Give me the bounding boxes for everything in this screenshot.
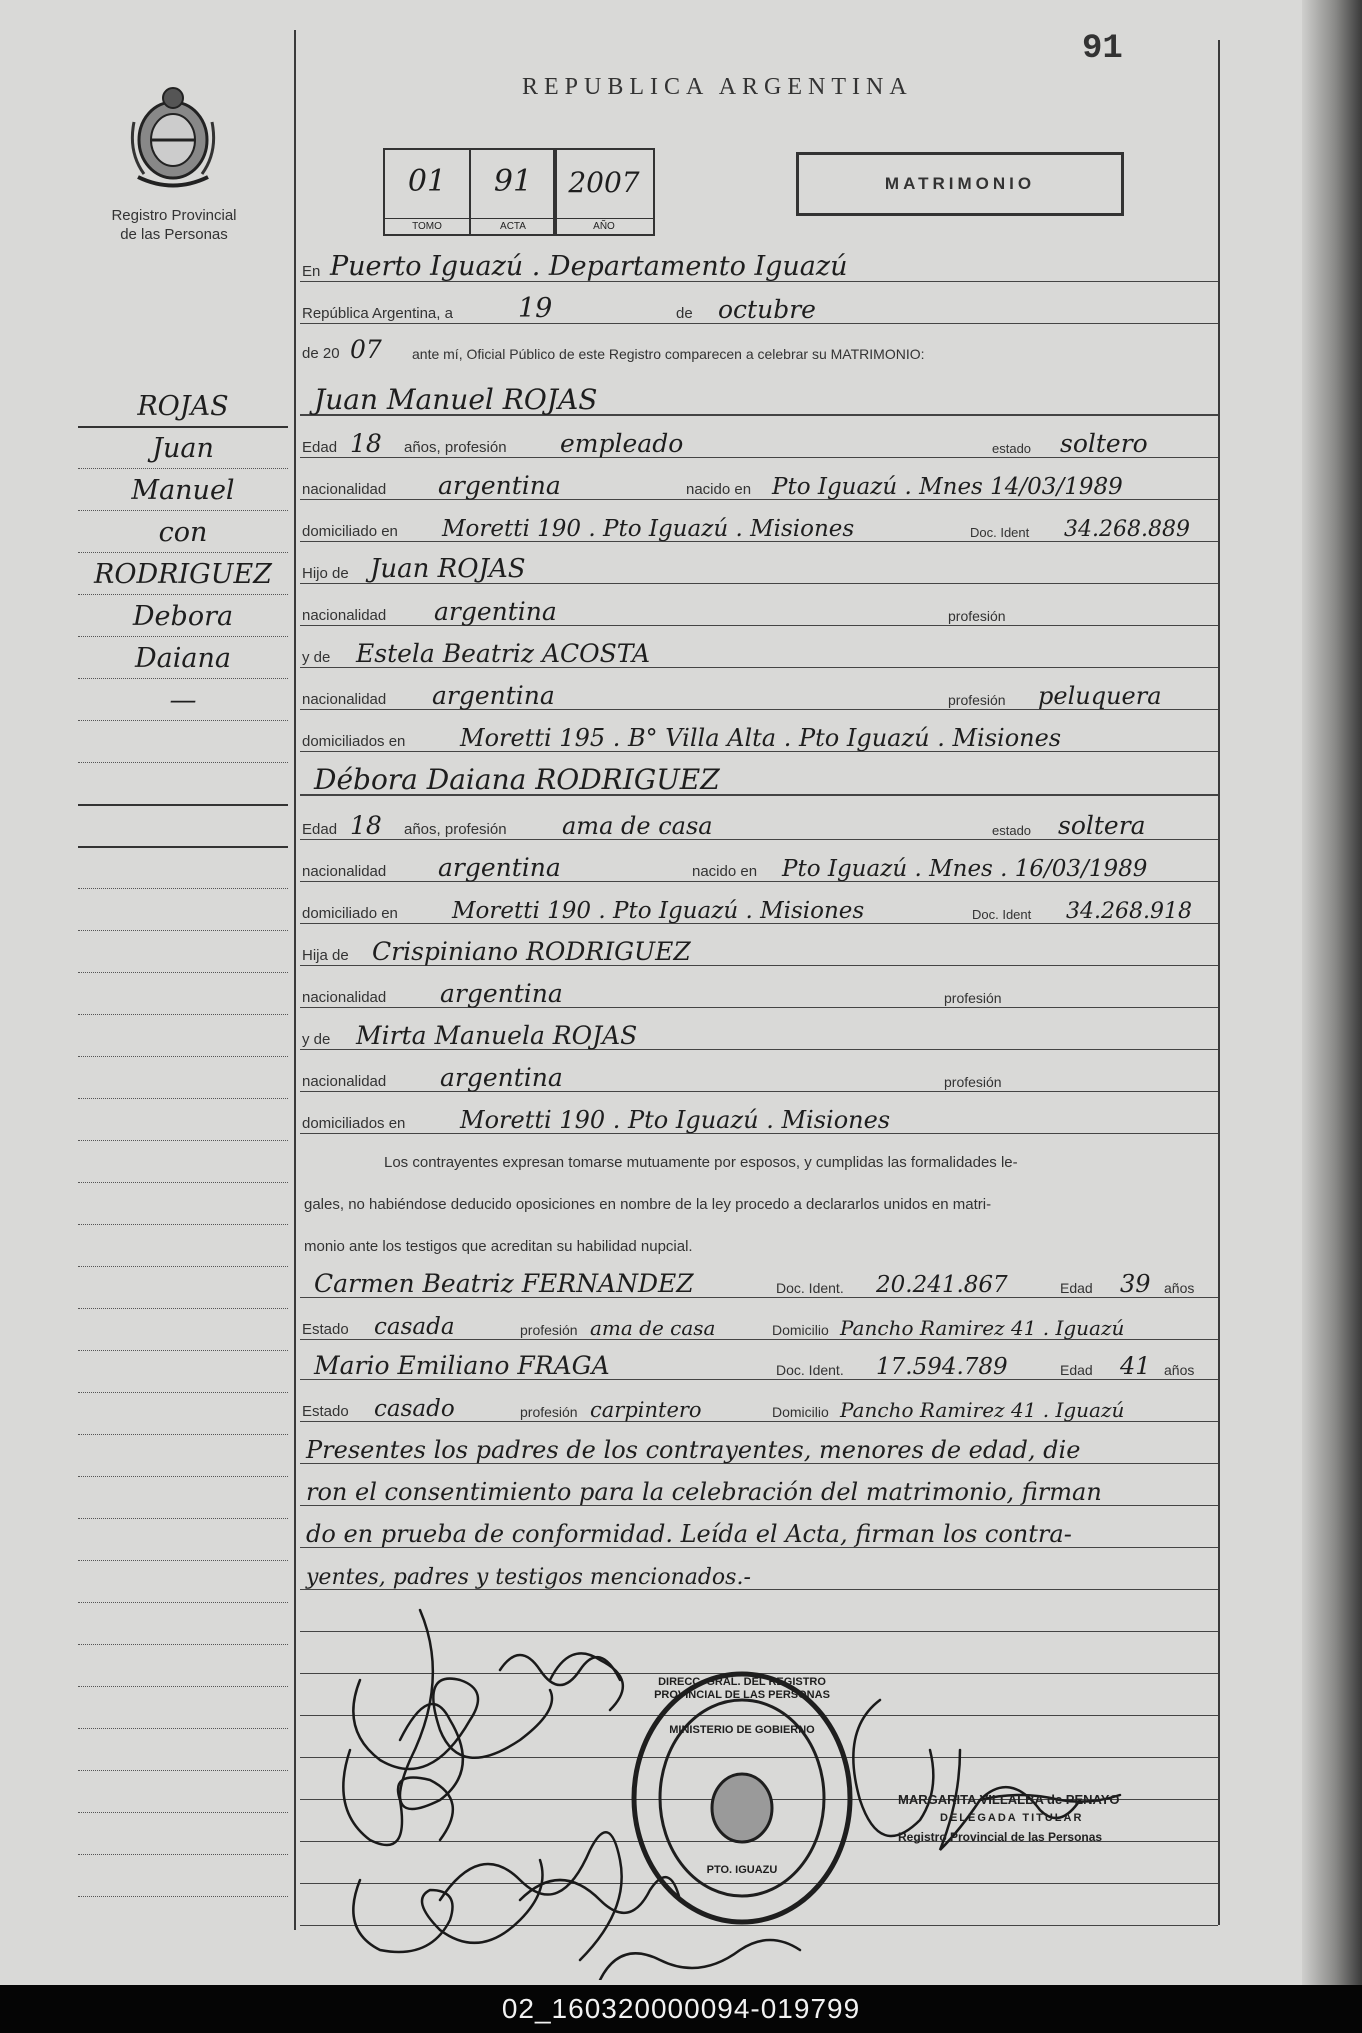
groom-doc: 34.268.889: [1064, 517, 1190, 542]
margin-row: [78, 1436, 288, 1477]
margin-row: RODRIGUEZ: [78, 554, 288, 595]
margin-row: con: [78, 512, 288, 553]
margin-row: [78, 932, 288, 973]
republic-heading: REPUBLICA ARGENTINA: [522, 74, 913, 100]
stamp-ring-text: DIRECC. GRAL. DEL REGISTRO PROVINCIAL DE LAS PERSONAS: [654, 1676, 830, 1701]
margin-row: [78, 1646, 288, 1687]
margin-row: [78, 1226, 288, 1267]
groom-address: Moretti 190 . Pto Iguazú . Misiones: [442, 516, 855, 542]
anio-value: 2007: [568, 166, 640, 199]
bride-address-row: domiciliado en Moretti 190 . Pto Iguazú . Misiones Doc. Ident 34.268.918: [300, 890, 1218, 930]
witness2-detail-row: Estado casado profesión carpintero Domicilio Pancho Ramirez 41 . Iguazú: [300, 1388, 1218, 1428]
bride-name-row: [300, 762, 1218, 802]
witness2-address: Pancho Ramirez 41 . Iguazú: [840, 1398, 1125, 1422]
margin-row: [78, 764, 288, 806]
witness2-doc: 17.594.789: [876, 1354, 1008, 1380]
margin-row: [78, 848, 288, 889]
acta-value: 91: [493, 164, 533, 199]
groom-mother-row: y de Estela Beatriz ACOSTA: [300, 634, 1218, 674]
official-office: Registro Provincial de las Personas: [898, 1830, 1103, 1844]
note-line: Presentes los padres de los contrayentes, menores de edad, die: [300, 1430, 1218, 1470]
place-row: En Puerto Iguazú . Departamento Iguazú: [300, 248, 1218, 288]
groom-mother-profession: peluquera: [1038, 682, 1162, 710]
bride-civil-state: soltera: [1058, 811, 1146, 840]
margin-row: [78, 1562, 288, 1603]
margin-row: [78, 890, 288, 931]
book-binding: [1302, 0, 1362, 1985]
note-line: ron el consentimiento para la celebración del matrimonio, firman: [300, 1472, 1218, 1512]
place-value: Puerto Iguazú . Departamento Iguazú: [330, 251, 848, 282]
day-value: 19: [518, 293, 553, 324]
formal-text-line2: gales, no habiéndose deducido oposiciones en nombre de la ley procedo a declararlos unidos en matri-: [304, 1196, 992, 1213]
margin-row: Daiana: [78, 638, 288, 679]
bride-father: Crispiniano RODRIGUEZ: [372, 937, 691, 966]
tomo-label: TOMO: [385, 218, 469, 234]
margin-row: [78, 1478, 288, 1519]
witness1-name: Carmen Beatriz FERNANDEZ: [314, 1269, 694, 1298]
margin-row: ROJAS: [78, 386, 288, 428]
official-name: MARGARITA VILLALBA de PENAYO: [898, 1792, 1120, 1807]
official-stamp: [626, 1668, 858, 1928]
groom-profession: empleado: [560, 429, 684, 458]
margin-row: [78, 1268, 288, 1309]
groom-father-nat-row: nacionalidad argentina profesión: [300, 592, 1218, 632]
margin-row: [78, 1352, 288, 1393]
margin-row: [78, 1688, 288, 1729]
groom-parents-address: Moretti 195 . B° Villa Alta . Pto Iguazú . Misiones: [460, 724, 1062, 752]
margin-row: [78, 1100, 288, 1141]
bride-address: Moretti 190 . Pto Iguazú . Misiones: [452, 898, 865, 924]
tomo-value: 01: [407, 164, 447, 199]
acta-cell: [471, 150, 555, 234]
margin-row: [78, 1142, 288, 1183]
groom-name: Juan Manuel ROJAS: [314, 383, 598, 416]
coat-of-arms-icon: [124, 82, 222, 192]
official-title: DELEGADA TITULAR: [940, 1812, 1084, 1824]
bride-profession: ama de casa: [562, 812, 713, 840]
margin-line: [294, 30, 296, 1930]
tomo-cell: [385, 150, 471, 234]
margin-row: [78, 1772, 288, 1813]
bride-father-row: Hija de Crispiniano RODRIGUEZ: [300, 932, 1218, 972]
groom-father: Juan ROJAS: [370, 554, 526, 584]
margin-row: Debora: [78, 596, 288, 637]
registry-line2: de las Personas: [120, 226, 228, 243]
margin-row: [78, 1016, 288, 1057]
witness1-address: Pancho Ramirez 41 . Iguazú: [840, 1316, 1125, 1340]
bride-mother: Mirta Manuela ROJAS: [356, 1021, 638, 1050]
groom-mother-nat-row: nacionalidad argentina profesión peluquera: [300, 676, 1218, 716]
bride-age-row: Edad 18 años, profesión ama de casa estado soltera: [300, 806, 1218, 846]
bride-doc: 34.268.918: [1066, 899, 1192, 924]
declaration-row: de 20 07 ante mí, Oficial Público de este Registro comparecen a celebrar su MATRIMONIO:: [302, 335, 925, 364]
note-line: do en prueba de conformidad. Leída el Acta, firman los contra-: [300, 1514, 1218, 1554]
stamp-inner-text: MINISTERIO DE GOBIERNO: [669, 1724, 815, 1736]
page-number: 91: [1082, 30, 1123, 68]
margin-row: [78, 1604, 288, 1645]
margin-row: [78, 806, 288, 848]
matrimonio-box: [796, 152, 1124, 216]
note-line: yentes, padres y testigos mencionados.-: [300, 1556, 1218, 1596]
witness2-name: Mario Emiliano FRAGA: [314, 1351, 610, 1380]
margin-row: [78, 1184, 288, 1225]
acta-label: ACTA: [471, 218, 555, 234]
anio-box: [553, 148, 655, 236]
witness1-name-row: Carmen Beatriz FERNANDEZ Doc. Ident. 20.241.867 Edad 39 años: [300, 1264, 1218, 1304]
formal-text-line1: Los contrayentes expresan tomarse mutuamente por esposos, y cumplidas las formalidades le-: [384, 1154, 1018, 1171]
groom-address-row: domiciliado en Moretti 190 . Pto Iguazú . Misiones Doc. Ident 34.268.889: [300, 508, 1218, 548]
witness1-doc: 20.241.867: [876, 1272, 1008, 1298]
bride-mother-nat-row: nacionalidad argentina profesión: [300, 1058, 1218, 1098]
bride-parents-address: Moretti 190 . Pto Iguazú . Misiones: [460, 1106, 891, 1134]
witness2-name-row: Mario Emiliano FRAGA Doc. Ident. 17.594.789 Edad 41 años: [300, 1346, 1218, 1386]
registry-line1: Registro Provincial: [111, 207, 237, 224]
margin-row: Manuel: [78, 470, 288, 511]
bride-birth: Pto Iguazú . Mnes . 16/03/1989: [782, 856, 1148, 882]
margin-row: [78, 974, 288, 1015]
tomo-box: [383, 148, 557, 236]
matrimonio-label: MATRIMONIO: [884, 174, 1036, 193]
groom-birth: Pto Iguazú . Mnes 14/03/1989: [772, 474, 1123, 500]
bride-father-nat-row: nacionalidad argentina profesión: [300, 974, 1218, 1014]
groom-mother: Estela Beatriz ACOSTA: [356, 639, 651, 668]
formal-text-line3: monio ante los testigos que acreditan su habilidad nupcial.: [304, 1238, 693, 1255]
date-row: República Argentina, a 19 de octubre: [300, 290, 1218, 330]
groom-age-row: Edad 18 años, profesión empleado estado soltero: [300, 424, 1218, 464]
margin-row: [78, 1856, 288, 1897]
margin-row: [78, 1394, 288, 1435]
margin-row: Juan: [78, 428, 288, 469]
groom-civil-state: soltero: [1060, 429, 1148, 458]
bride-mother-row: y de Mirta Manuela ROJAS: [300, 1016, 1218, 1056]
month-value: octubre: [718, 295, 816, 324]
bride-nationality-row: nacionalidad argentina nacido en Pto Iguazú . Mnes . 16/03/1989: [300, 848, 1218, 888]
margin-row: [78, 722, 288, 763]
year-value: 07: [350, 335, 382, 364]
groom-father-row: Hijo de Juan ROJAS: [300, 550, 1218, 590]
margin-row: [78, 1730, 288, 1771]
margin-row: [78, 1814, 288, 1855]
groom-name-row: [300, 382, 1218, 422]
bride-parents-address-row: domiciliados en Moretti 190 . Pto Iguazú . Misiones: [300, 1100, 1218, 1140]
margin-row: [78, 1058, 288, 1099]
bride-name: Débora Daiana RODRIGUEZ: [314, 763, 720, 796]
margin-row: [78, 1310, 288, 1351]
anio-label: AÑO: [555, 218, 653, 234]
groom-parents-address-row: domiciliados en Moretti 195 . B° Villa Alta . Pto Iguazú . Misiones: [300, 718, 1218, 758]
witness1-detail-row: Estado casada profesión ama de casa Domicilio Pancho Ramirez 41 . Iguazú: [300, 1306, 1218, 1346]
margin-row: —: [78, 680, 288, 721]
footer-id: 02_160320000094-019799: [0, 1985, 1362, 2033]
margin-row: [78, 1520, 288, 1561]
stamp-place: PTO. IGUAZU: [706, 1864, 778, 1876]
groom-nationality-row: nacionalidad argentina nacido en Pto Iguazú . Mnes 14/03/1989: [300, 466, 1218, 506]
